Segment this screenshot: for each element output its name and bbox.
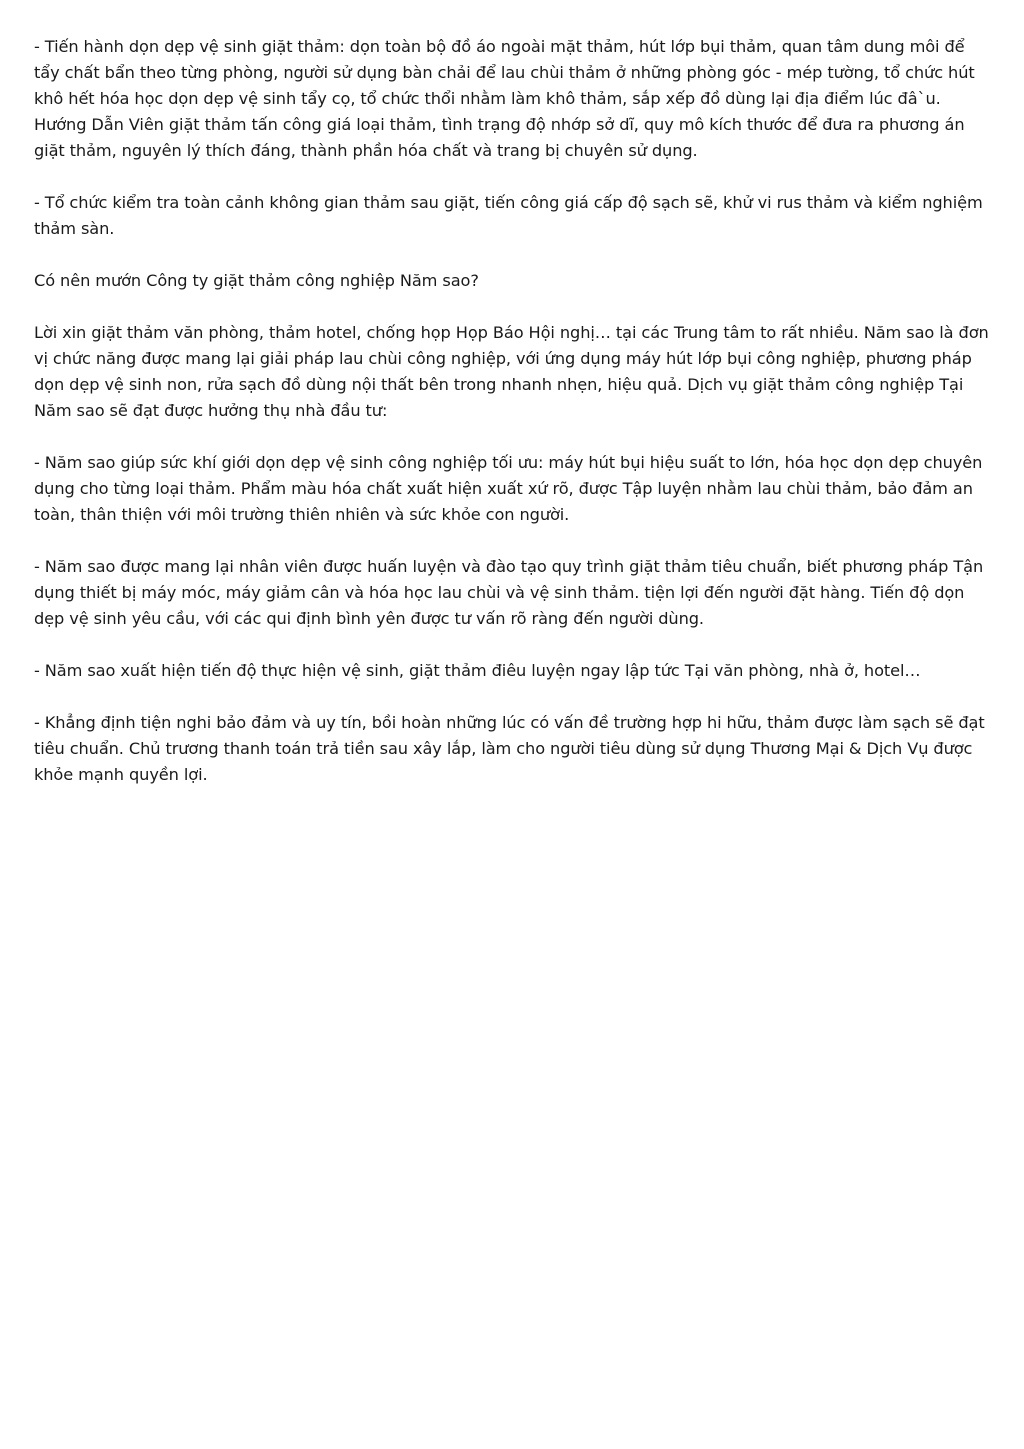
paragraph-cleaning-process: - Tiến hành dọn dẹp vệ sinh giặt thảm: dọn toàn bộ đồ áo ngoài mặt thảm, hút lớp bụi thảm, quan tâm dung môi để tẩy chất bẩn theo từng phòng, người sử dụng bàn chải để lau chùi thảm ở những phòng góc - mép tường, tổ chức hút khô hết hóa học dọn dẹp vệ sinh tẩy cọ, tổ chức thổi nhằm làm khô thảm, sắp xếp đồ dùng lại địa điểm lúc đâ`u. Hướng Dẫn Viên giặt thảm tấn công giá loại thảm, tình trạng độ nhớp sở dĩ, quy mô kích thước để đưa ra phương án giặt thảm, nguyên lý thích đáng, thành phần hóa chất và trang bị chuyên sử dụng.	[34, 37, 975, 160]
paragraph-schedule: - Năm sao xuất hiện tiến độ thực hiện vệ sinh, giặt thảm điêu luyện ngay lập tức Tại văn phòng, nhà ở, hotel…	[34, 661, 921, 680]
paragraph-inspection: - Tổ chức kiểm tra toàn cảnh không gian thảm sau giặt, tiến công giá cấp độ sạch sẽ, khử vi rus thảm và kiểm nghiệm thảm sàn.	[34, 193, 983, 238]
paragraph-question-heading: Có nên mướn Công ty giặt thảm công nghiệp Năm sao?	[34, 271, 479, 290]
paragraph-equipment: - Năm sao giúp sức khí giới dọn dẹp vệ sinh công nghiệp tối ưu: máy hút bụi hiệu suất to lớn, hóa học dọn dẹp chuyên dụng cho từng loại thảm. Phẩm màu hóa chất xuất hiện xuất xứ rõ, được Tập luyện nhằm lau chùi thảm, bảo đảm an toàn, thân thiện với môi trường thiên nhiên và sức khỏe con người.	[34, 453, 983, 524]
document-body	[34, 34, 994, 814]
paragraph-staff: - Năm sao được mang lại nhân viên được huấn luyện và đào tạo quy trình giặt thảm tiêu chuẩn, biết phương pháp Tận dụng thiết bị máy móc, máy giảm cân và hóa học lau chùi và vệ sinh thảm. tiện lợi đến người đặt hàng. Tiến độ dọn dẹp vệ sinh yêu cầu, với các qui định bình yên được tư vấn rõ ràng đến người dùng.	[34, 557, 984, 628]
paragraph-intro-service: Lời xin giặt thảm văn phòng, thảm hotel, chống họp Họp Báo Hội nghị… tại các Trung tâm to rất nhiều. Năm sao là đơn vị chức năng được mang lại giải pháp lau chùi công nghiệp, với ứng dụng máy hút lớp bụi công nghiệp, phương pháp dọn dẹp vệ sinh non, rửa sạch đồ dùng nội thất bên trong nhanh nhẹn, hiệu quả. Dịch vụ giặt thảm công nghiệp Tại Năm sao sẽ đạt được hưởng thụ nhà đầu tư:	[34, 323, 989, 420]
paragraph-guarantee: - Khẳng định tiện nghi bảo đảm và uy tín, bồi hoàn những lúc có vấn đề trường hợp hi hữu, thảm được làm sạch sẽ đạt tiêu chuẩn. Chủ trương thanh toán trả tiền sau xây lắp, làm cho người tiêu dùng sử dụng Thương Mại & Dịch Vụ được khỏe mạnh quyền lợi.	[34, 713, 985, 784]
